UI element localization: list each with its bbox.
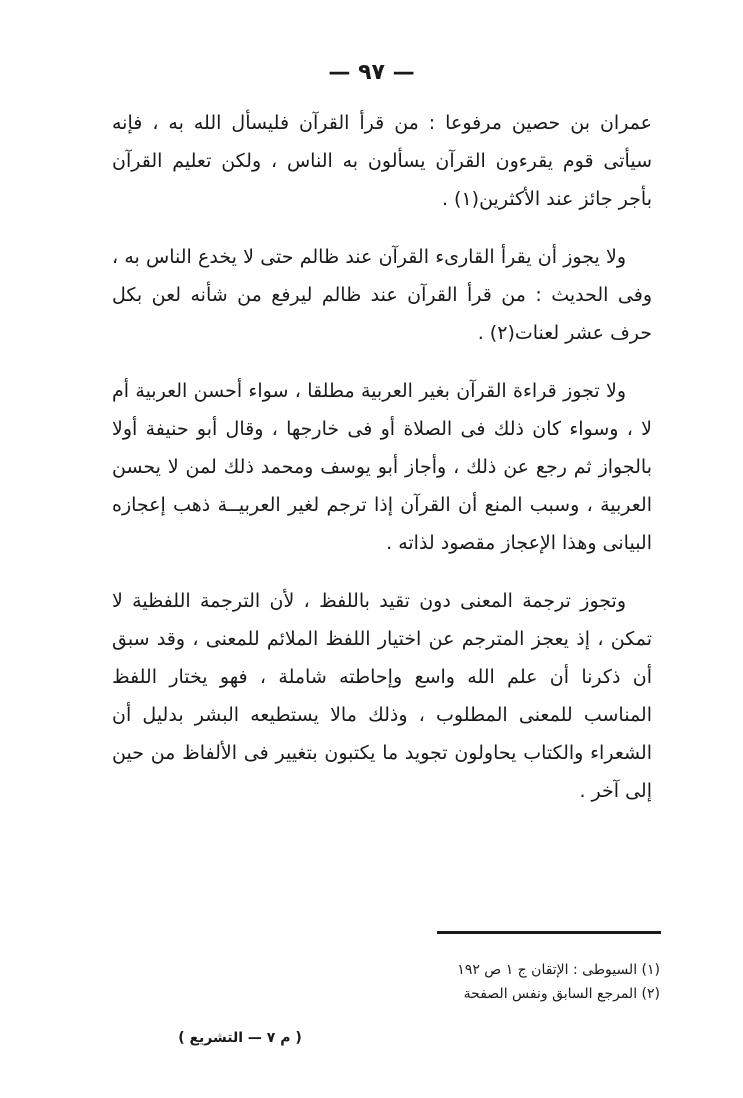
footnote-divider (437, 931, 661, 934)
footnote-1: (١) السيوطى : الإتقان ج ١ ص ١٩٢ (457, 962, 660, 978)
paragraph-2: ولا يجوز أن يقرأ القارىء القرآن عند ظالم حتى لا يخدع الناس به ، وفى الحديث : من قرأ القرآن عند ظالم ليرفع من شأنه لعن بكل حرف عشر لعنات(٢) . (112, 246, 652, 344)
footnotes (300, 958, 660, 1006)
signature-mark: ( م ٧ — التشريع ) (178, 1030, 302, 1046)
paragraph-4: وتجوز ترجمة المعنى دون تقيد باللفظ ، لأن الترجمة اللفظية لا تمكن ، إذ يعجز المترجم عن اختيار اللفظ الملائم للمعنى ، وقد سبق أن ذكرنا أن علم الله واسع وإحاطته شاملة ، فهو يختار اللفظ المناسب للمعنى المطلوب ، وذلك مالا يستطيعه البشر بدليل أن الشعراء والكتاب يحاولون تجويد ما يكتبون بتغيير فى الألفاظ من حين إلى آخر . (112, 590, 652, 802)
paragraph-1: عمران بن حصين مرفوعا : من قرأ القرآن فليسأل الله به ، فإنه سيأتى قوم يقرءون القرآن يسألون به الناس ، ولكن تعليم القرآن بأجر جائز عند الأكثرين(١) . (112, 112, 652, 210)
paragraph-3: ولا تجوز قراءة القرآن بغير العربية مطلقا ، سواء أحسن العربية أم لا ، وسواء كان ذلك فى الصلاة أو فى خارجها ، وقال أبو حنيفة أولا بالجواز ثم رجع عن ذلك ، وأجاز أبو يوسف ومحمد ذلك لمن لا يحسن العربية ، وسبب المنع أن القرآن إذا ترجم لغير العربيــة ذهب إعجازه البيانى وهذا الإعجاز مقصود لذاته . (112, 380, 652, 554)
page-number: — ٩٧ — (328, 60, 415, 85)
footnote-2: (٢) المرجع السابق ونفس الصفحة (463, 986, 660, 1002)
body-text (112, 104, 652, 830)
